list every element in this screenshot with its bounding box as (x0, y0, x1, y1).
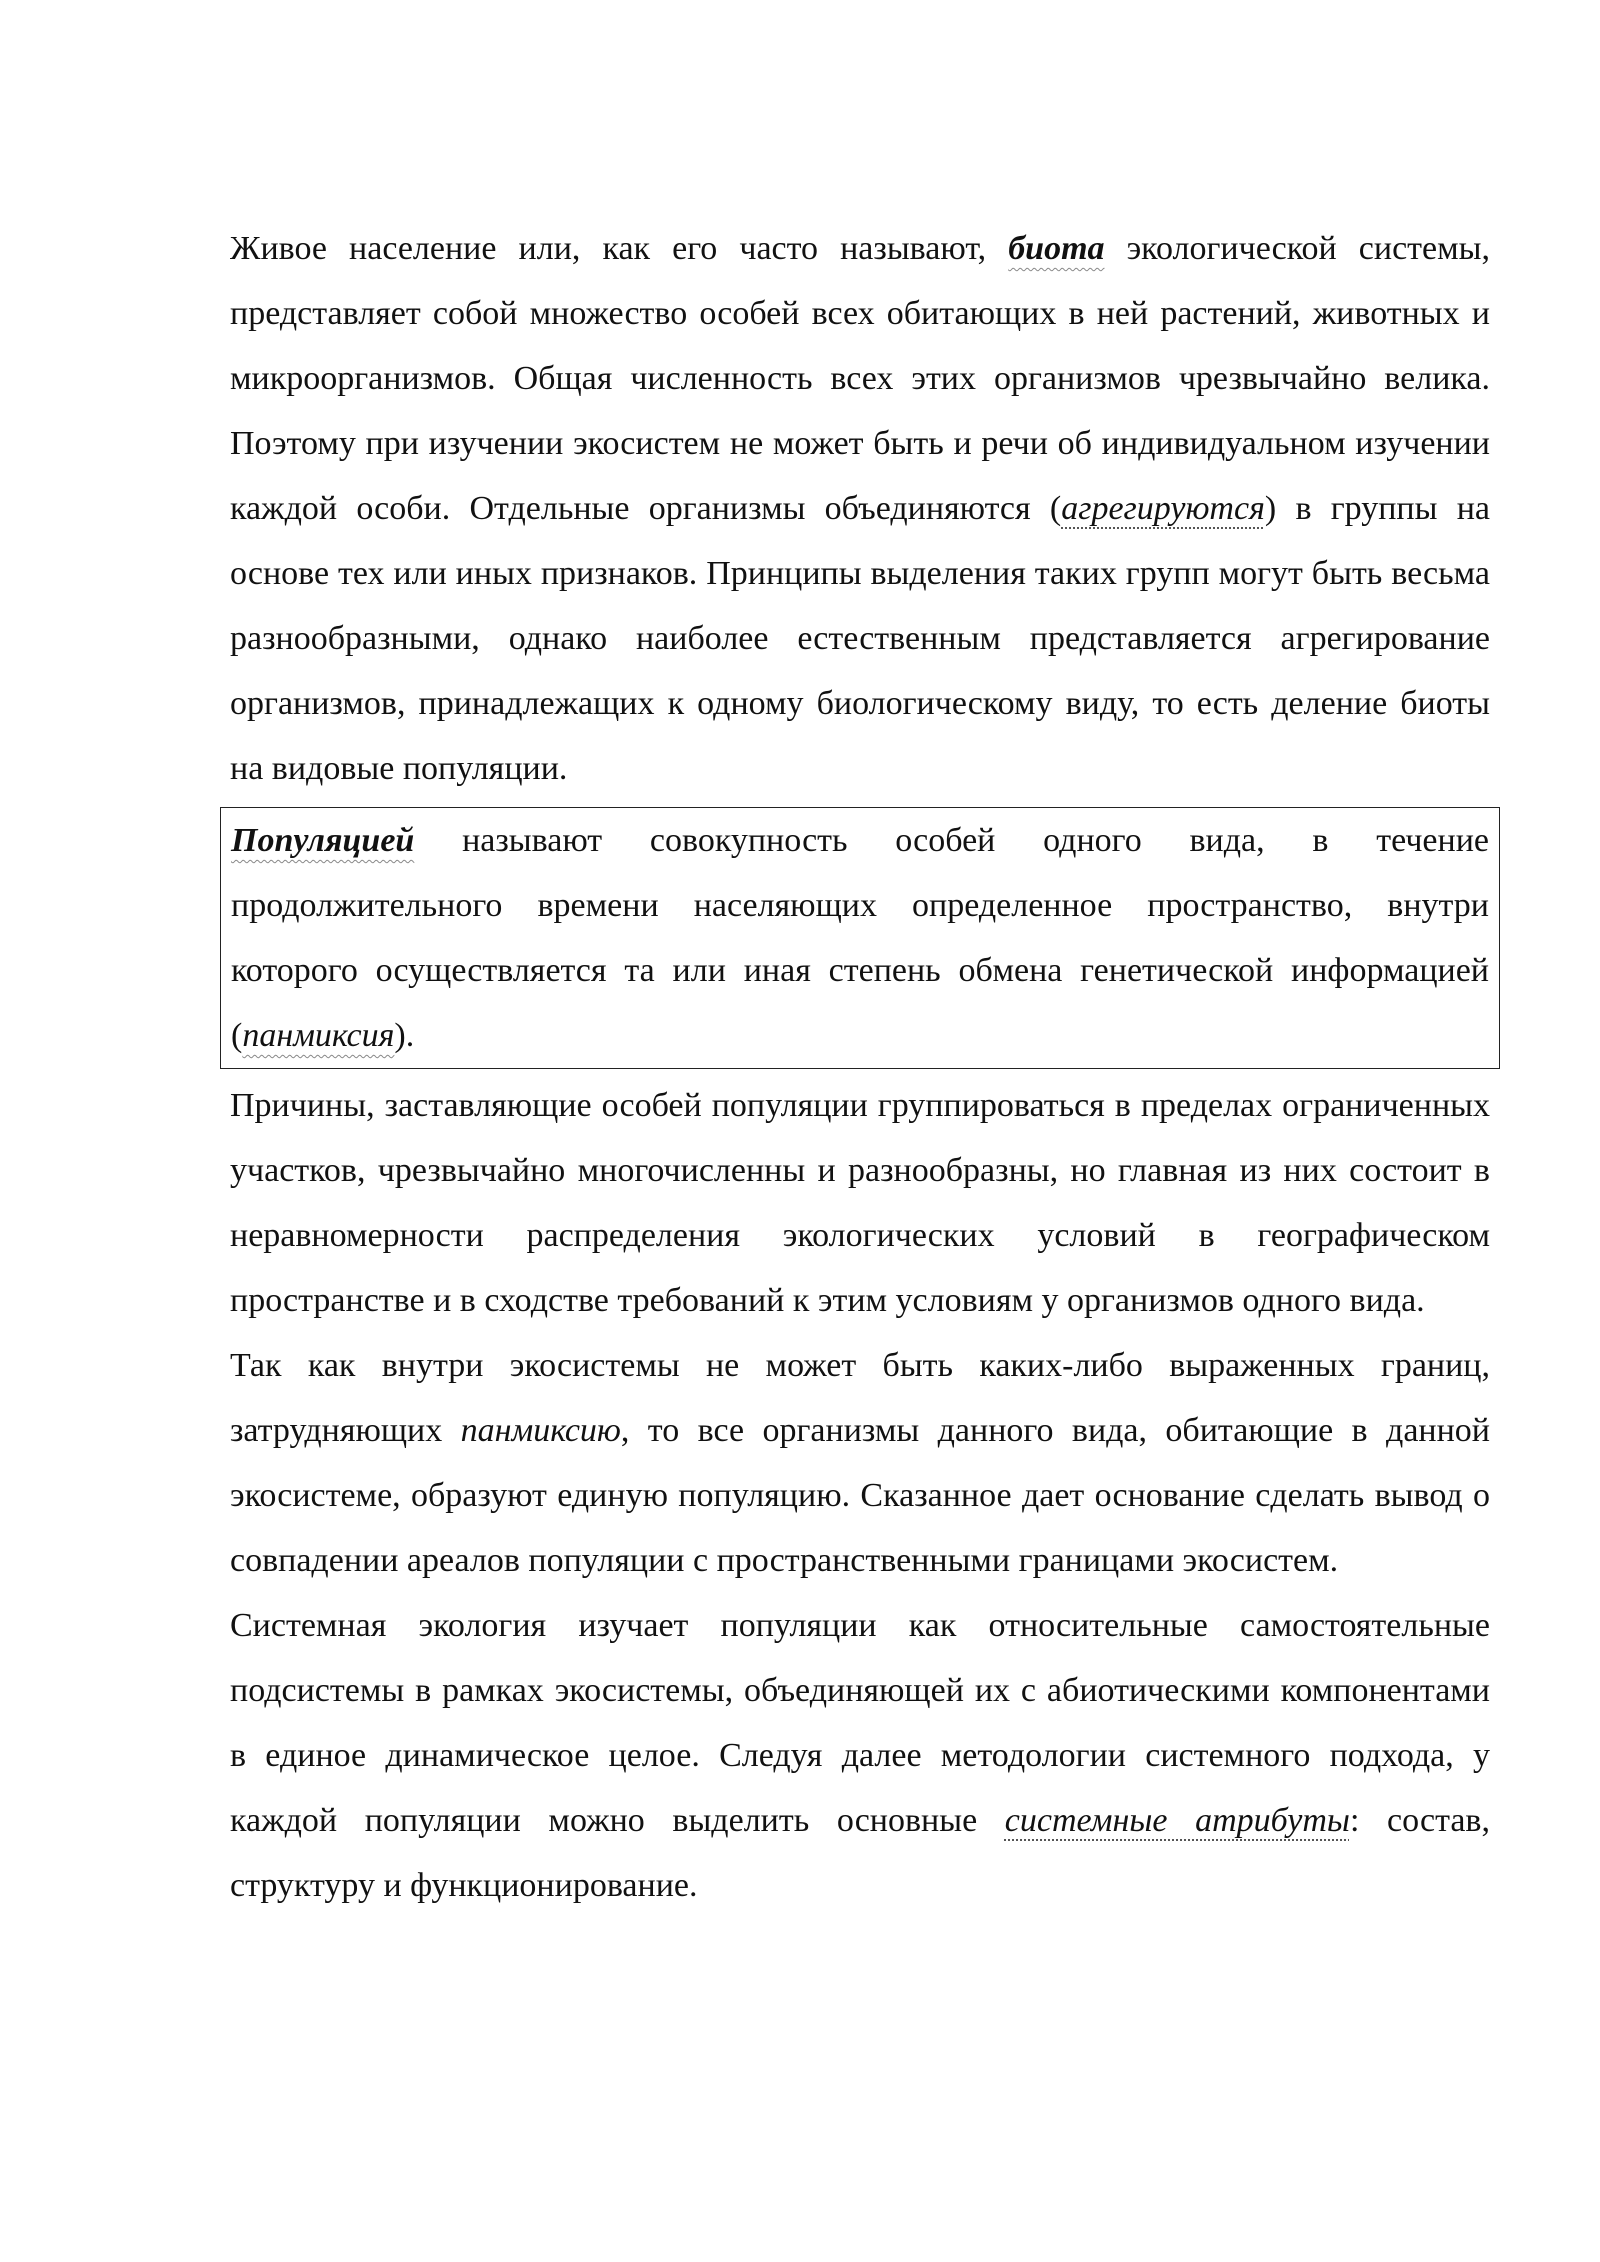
term-panmixia: панмиксия (242, 1017, 395, 1054)
text-run: Системная экология изучает популяции как относительные самостоятельные подсистемы в рамках экосистемы, объединяющей их с абиотическими компонентами в единое динамическое целое. Следуя далее методологии системного подхода, у каждой популяции можно выделить основные (230, 1607, 1490, 1839)
paragraph-biota (230, 216, 1490, 801)
text-run: , то все организмы данного вида, обитающие в данной экосистеме, образуют единую популяцию. Сказанное дает основание сделать вывод о совпадении ареалов популяции с пространственными границами экосистем. (230, 1412, 1490, 1579)
term-system-attributes: системные атрибуты (1004, 1802, 1350, 1839)
paragraph-borders (230, 1333, 1490, 1593)
document-page (230, 216, 1490, 1918)
text-run: ). (394, 1017, 415, 1054)
term-panmixia-accusative: панмиксию (460, 1412, 621, 1449)
text-run: Так как внутри экосистемы не может быть каких-либо выраженных границ, затрудняющих (230, 1347, 1490, 1449)
term-population: Популяцией (231, 822, 415, 859)
term-aggregate: агрегируются (1061, 490, 1265, 527)
text-run: Живое население или, как его часто называют, (230, 230, 1009, 267)
text-run: экологической системы, представляет собой множество особей всех обитающих в ней растений, животных и микроорганизмов. Общая численность всех этих организмов чрезвычайно велика. Поэтому при изучении экосистем не может быть и речи об индивидуальном изучении каждой особи. Отдельные организмы объединяются ( (230, 230, 1490, 527)
text-run: ) в группы на основе тех или иных признаков. Принципы выделения таких групп могут быть весьма разнообразными, однако наиболее естественным представляется агрегирование организмов, принадлежащих к одному биологическому виду, то есть деление биоты на видовые популяции. (230, 490, 1490, 787)
text-run: называют совокупность особей одного вида, в течение продолжительного времени населяющих определенное пространство, внутри которого осуществляется та или иная степень обмена генетической информацией ( (231, 822, 1489, 1054)
paragraph-system-ecology (230, 1593, 1490, 1918)
paragraph-causes: Причины, заставляющие особей популяции группироваться в пределах ограниченных участков, чрезвычайно многочисленны и разнообразны, но главная из них состоит в неравномерности распределения экологических условий в географическом пространстве и в сходстве требований к этим условиям у организмов одного вида. (230, 1087, 1490, 1319)
term-biota: биота (1008, 230, 1105, 267)
paragraph-definition (231, 808, 1489, 1068)
definition-box (220, 807, 1500, 1069)
text-run: : состав, структуру и функционирование. (230, 1802, 1490, 1904)
